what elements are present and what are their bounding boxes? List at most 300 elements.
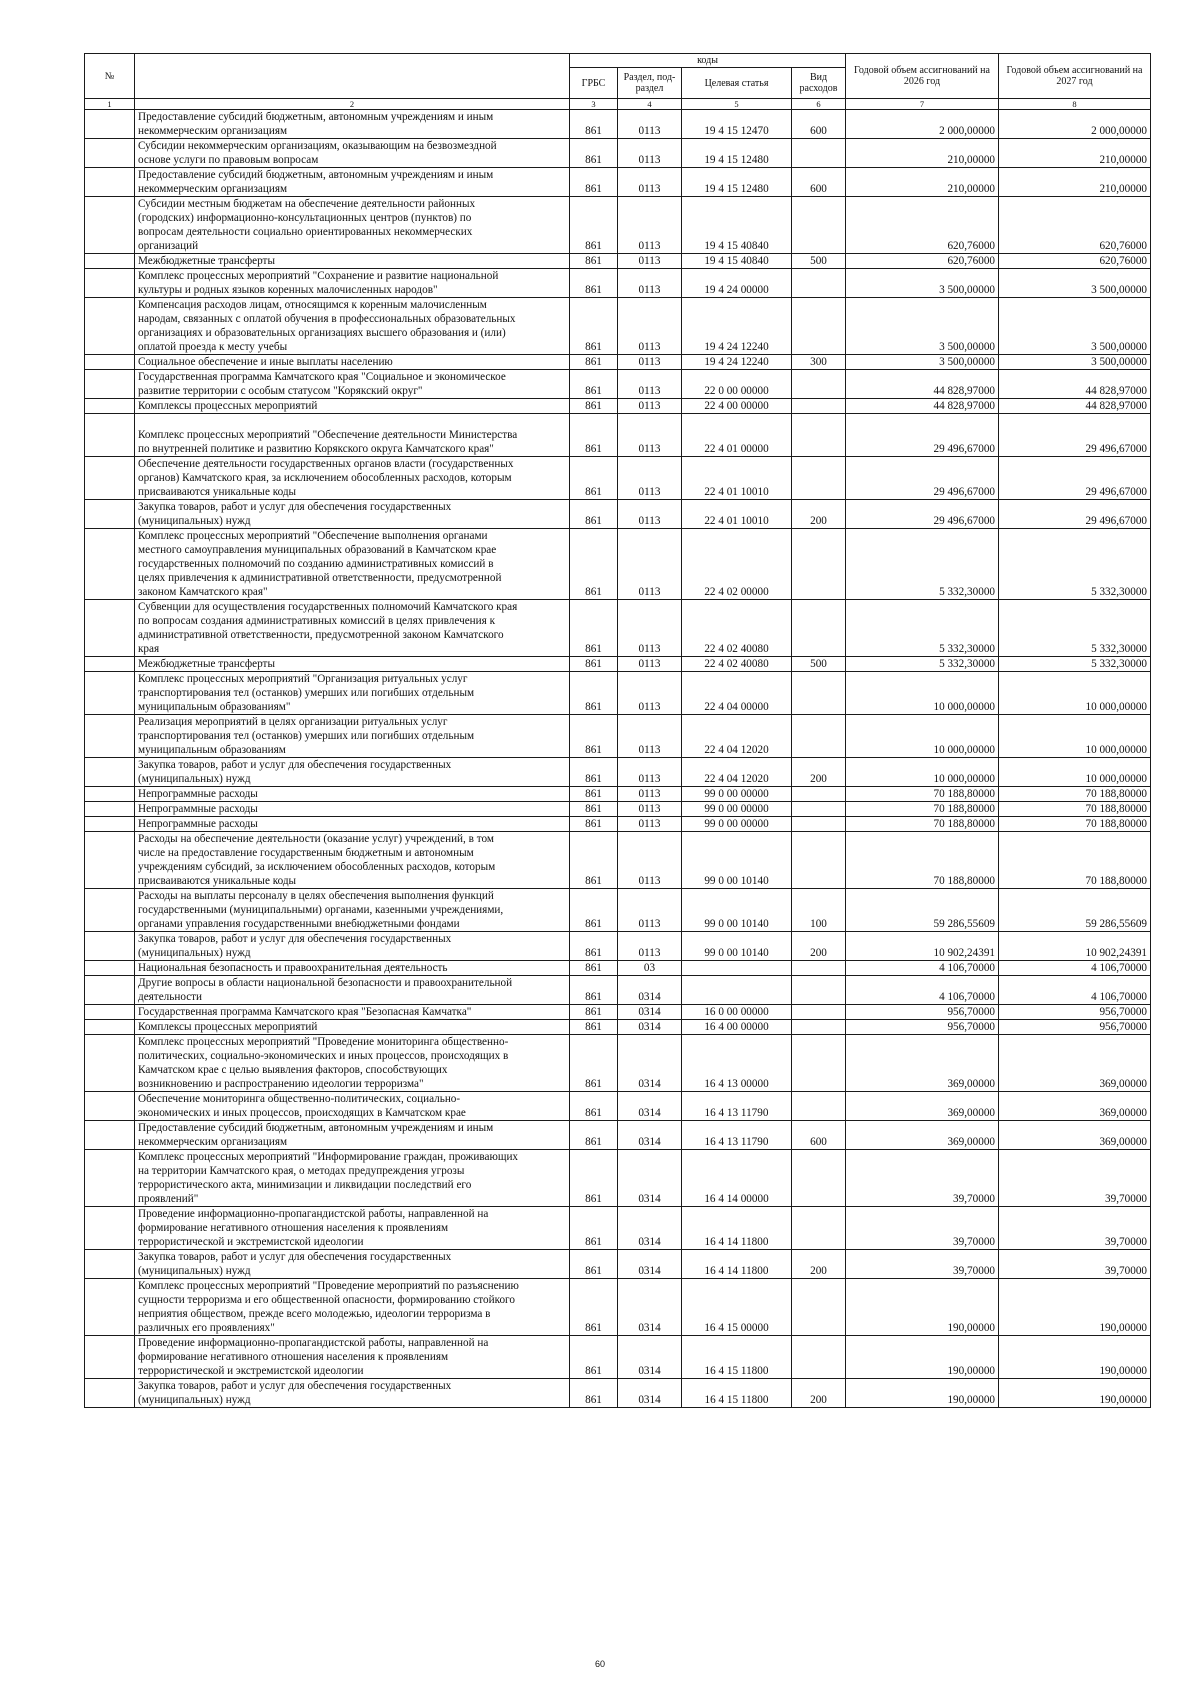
- row-name-cell: Расходы на обеспечение деятельности (оказание услуг) учреждений, в том числе на предоставление государственным бюджетным и автономным учреждениям субсидий, за исключением обособленных расходов, которым присваиваются уникальные коды: [135, 832, 570, 889]
- table-row: [85, 817, 1151, 832]
- amount-2027-cell: 5 332,30000: [999, 657, 1151, 672]
- section-cell: 0314: [618, 1121, 682, 1150]
- row-number-cell: [85, 976, 135, 1005]
- row-number-cell: [85, 889, 135, 932]
- table-row: [85, 1379, 1151, 1408]
- amount-2027-cell: 70 188,80000: [999, 817, 1151, 832]
- amount-2026-cell: 5 332,30000: [846, 657, 999, 672]
- expense-type-cell: 500: [792, 254, 846, 269]
- amount-2026-cell: 2 000,00000: [846, 110, 999, 139]
- row-name-cell: Национальная безопасность и правоохранительная деятельность: [135, 961, 570, 976]
- table-row: [85, 787, 1151, 802]
- table-row: [85, 672, 1151, 715]
- row-number-cell: [85, 1279, 135, 1336]
- target-cell: 22 0 00 00000: [682, 370, 792, 399]
- amount-2027-cell: 5 332,30000: [999, 529, 1151, 600]
- amount-2027-cell: 10 902,24391: [999, 932, 1151, 961]
- grbs-cell: 861: [570, 1020, 618, 1035]
- expense-type-cell: [792, 414, 846, 457]
- table-row: [85, 529, 1151, 600]
- amount-2027-cell: 3 500,00000: [999, 298, 1151, 355]
- table-row: [85, 1121, 1151, 1150]
- column-number: 8: [999, 99, 1151, 110]
- column-number: 1: [85, 99, 135, 110]
- target-cell: 16 4 15 11800: [682, 1379, 792, 1408]
- amount-2026-cell: 620,76000: [846, 254, 999, 269]
- section-cell: 0314: [618, 1279, 682, 1336]
- row-name-cell: Закупка товаров, работ и услуг для обеспечения государственных (муниципальных) нужд: [135, 932, 570, 961]
- grbs-cell: 861: [570, 139, 618, 168]
- page-number: 60: [594, 1659, 605, 1669]
- target-cell: 19 4 24 12240: [682, 355, 792, 370]
- table-row: [85, 110, 1151, 139]
- amount-2027-cell: 190,00000: [999, 1279, 1151, 1336]
- amount-2027-cell: 620,76000: [999, 197, 1151, 254]
- header-expense-type: Вид расходов: [792, 68, 846, 99]
- row-number-cell: [85, 1121, 135, 1150]
- expense-type-cell: 200: [792, 1379, 846, 1408]
- target-cell: 19 4 15 40840: [682, 254, 792, 269]
- row-number-cell: [85, 414, 135, 457]
- table-row: [85, 802, 1151, 817]
- table-row: [85, 1092, 1151, 1121]
- amount-2026-cell: 210,00000: [846, 139, 999, 168]
- row-number-cell: [85, 802, 135, 817]
- amount-2027-cell: 369,00000: [999, 1092, 1151, 1121]
- column-number: 3: [570, 99, 618, 110]
- table-row: [85, 370, 1151, 399]
- row-number-cell: [85, 500, 135, 529]
- row-name-cell: Обеспечение деятельности государственных органов власти (государственных органов) Камчатского края, за исключением обособленных расходов, которым присваиваются уникальные коды: [135, 457, 570, 500]
- row-number-cell: [85, 1035, 135, 1092]
- expense-type-cell: 600: [792, 1121, 846, 1150]
- amount-2027-cell: 10 000,00000: [999, 758, 1151, 787]
- amount-2026-cell: 70 188,80000: [846, 832, 999, 889]
- amount-2027-cell: 70 188,80000: [999, 802, 1151, 817]
- column-number: 7: [846, 99, 999, 110]
- table-row: [85, 500, 1151, 529]
- table-row: [85, 832, 1151, 889]
- row-name-cell: Непрограммные расходы: [135, 787, 570, 802]
- table-row: [85, 1005, 1151, 1020]
- row-name-cell: Межбюджетные трансферты: [135, 254, 570, 269]
- amount-2026-cell: 44 828,97000: [846, 399, 999, 414]
- target-cell: 16 4 00 00000: [682, 1020, 792, 1035]
- grbs-cell: 861: [570, 1121, 618, 1150]
- row-number-cell: [85, 529, 135, 600]
- amount-2027-cell: 2 000,00000: [999, 110, 1151, 139]
- target-cell: 19 4 24 00000: [682, 269, 792, 298]
- amount-2026-cell: 10 902,24391: [846, 932, 999, 961]
- section-cell: 0113: [618, 832, 682, 889]
- row-name-cell: Комплекс процессных мероприятий "Обеспечение выполнения органами местного самоуправления муниципальных образований в Камчатском крае государственных полномочий по созданию административных комиссий в целях привлечения к административной ответственности, предусмотренной законом Камчатского края": [135, 529, 570, 600]
- target-cell: [682, 961, 792, 976]
- section-cell: 0113: [618, 370, 682, 399]
- section-cell: 0113: [618, 802, 682, 817]
- target-cell: 22 4 04 12020: [682, 758, 792, 787]
- row-number-cell: [85, 399, 135, 414]
- row-name-cell: Комплекс процессных мероприятий "Проведение мероприятий по разъяснению сущности терроризма и его общественной опасности, формированию стойкого неприятия обществом, прежде всего молодежью, идеологии терроризма в различных его проявлениях": [135, 1279, 570, 1336]
- header-name: [135, 54, 570, 99]
- expense-type-cell: [792, 1005, 846, 1020]
- target-cell: 19 4 15 12470: [682, 110, 792, 139]
- table-row: [85, 399, 1151, 414]
- section-cell: 0113: [618, 168, 682, 197]
- amount-2026-cell: 3 500,00000: [846, 269, 999, 298]
- grbs-cell: 861: [570, 1035, 618, 1092]
- amount-2026-cell: 70 188,80000: [846, 802, 999, 817]
- table-row: [85, 758, 1151, 787]
- row-name-cell: Реализация мероприятий в целях организации ритуальных услуг транспортирования тел (останков) умерших или погибших отдельным муниципальным образованиям: [135, 715, 570, 758]
- row-number-cell: [85, 197, 135, 254]
- expense-type-cell: [792, 1279, 846, 1336]
- section-cell: 0113: [618, 672, 682, 715]
- table-row: [85, 1150, 1151, 1207]
- row-name-cell: Комплексы процессных мероприятий: [135, 1020, 570, 1035]
- table-row: [85, 269, 1151, 298]
- grbs-cell: 861: [570, 817, 618, 832]
- section-cell: 0113: [618, 399, 682, 414]
- target-cell: 16 4 13 00000: [682, 1035, 792, 1092]
- column-number: 6: [792, 99, 846, 110]
- grbs-cell: 861: [570, 1005, 618, 1020]
- section-cell: 0113: [618, 657, 682, 672]
- row-name-cell: Комплекс процессных мероприятий "Сохранение и развитие национальной культуры и родных языков коренных малочисленных народов": [135, 269, 570, 298]
- expense-type-cell: [792, 269, 846, 298]
- row-name-cell: Проведение информационно-пропагандистской работы, направленной на формирование негативного отношения населения к проявлениям террористической и экстремистской идеологии: [135, 1336, 570, 1379]
- row-number-cell: [85, 168, 135, 197]
- budget-table: [84, 53, 1151, 1408]
- target-cell: 19 4 15 40840: [682, 197, 792, 254]
- column-number: 5: [682, 99, 792, 110]
- amount-2027-cell: 39,70000: [999, 1250, 1151, 1279]
- expense-type-cell: [792, 197, 846, 254]
- target-cell: 16 4 15 11800: [682, 1336, 792, 1379]
- row-name-cell: Предоставление субсидий бюджетным, автономным учреждениям и иным некоммерческим организациям: [135, 168, 570, 197]
- expense-type-cell: 300: [792, 355, 846, 370]
- expense-type-cell: [792, 1150, 846, 1207]
- row-number-cell: [85, 1005, 135, 1020]
- grbs-cell: 861: [570, 832, 618, 889]
- amount-2027-cell: 5 332,30000: [999, 600, 1151, 657]
- grbs-cell: 861: [570, 802, 618, 817]
- section-cell: 0113: [618, 500, 682, 529]
- target-cell: 19 4 15 12480: [682, 139, 792, 168]
- expense-type-cell: [792, 399, 846, 414]
- grbs-cell: 861: [570, 500, 618, 529]
- amount-2026-cell: 70 188,80000: [846, 787, 999, 802]
- section-cell: 0113: [618, 715, 682, 758]
- expense-type-cell: [792, 457, 846, 500]
- amount-2027-cell: 210,00000: [999, 168, 1151, 197]
- row-name-cell: Государственная программа Камчатского края "Социальное и экономическое развитие территории с особым статусом "Корякский округ": [135, 370, 570, 399]
- amount-2026-cell: 369,00000: [846, 1092, 999, 1121]
- expense-type-cell: [792, 529, 846, 600]
- header-codes: коды: [570, 54, 846, 68]
- row-number-cell: [85, 787, 135, 802]
- section-cell: 0113: [618, 269, 682, 298]
- target-cell: 16 0 00 00000: [682, 1005, 792, 1020]
- amount-2027-cell: 4 106,70000: [999, 976, 1151, 1005]
- table-row: [85, 961, 1151, 976]
- expense-type-cell: [792, 1336, 846, 1379]
- amount-2026-cell: 369,00000: [846, 1121, 999, 1150]
- expense-type-cell: 200: [792, 500, 846, 529]
- amount-2027-cell: 39,70000: [999, 1150, 1151, 1207]
- table-row: [85, 298, 1151, 355]
- row-number-cell: [85, 370, 135, 399]
- table-row: [85, 1250, 1151, 1279]
- expense-type-cell: 200: [792, 932, 846, 961]
- row-name-cell: Непрограммные расходы: [135, 802, 570, 817]
- grbs-cell: 861: [570, 657, 618, 672]
- amount-2027-cell: 620,76000: [999, 254, 1151, 269]
- grbs-cell: 861: [570, 414, 618, 457]
- row-number-cell: [85, 1150, 135, 1207]
- amount-2026-cell: 956,70000: [846, 1020, 999, 1035]
- amount-2027-cell: 10 000,00000: [999, 672, 1151, 715]
- section-cell: 0314: [618, 1207, 682, 1250]
- row-name-cell: Проведение информационно-пропагандистской работы, направленной на формирование негативного отношения населения к проявлениям террористической и экстремистской идеологии: [135, 1207, 570, 1250]
- section-cell: 0314: [618, 1020, 682, 1035]
- row-number-cell: [85, 1207, 135, 1250]
- row-number-cell: [85, 254, 135, 269]
- amount-2027-cell: 39,70000: [999, 1207, 1151, 1250]
- amount-2027-cell: 956,70000: [999, 1005, 1151, 1020]
- grbs-cell: 861: [570, 168, 618, 197]
- table-row: [85, 254, 1151, 269]
- grbs-cell: 861: [570, 254, 618, 269]
- amount-2026-cell: 29 496,67000: [846, 500, 999, 529]
- amount-2026-cell: 190,00000: [846, 1379, 999, 1408]
- row-name-cell: Субсидии местным бюджетам на обеспечение деятельности районных (городских) информационно-консультационных центров (пунктов) по вопросам деятельности социально ориентированных некоммерческих организаций: [135, 197, 570, 254]
- amount-2026-cell: 5 332,30000: [846, 600, 999, 657]
- table-row: [85, 197, 1151, 254]
- expense-type-cell: [792, 600, 846, 657]
- grbs-cell: 861: [570, 399, 618, 414]
- row-name-cell: Государственная программа Камчатского края "Безопасная Камчатка": [135, 1005, 570, 1020]
- section-cell: 0113: [618, 889, 682, 932]
- table-row: [85, 657, 1151, 672]
- target-cell: 16 4 14 11800: [682, 1250, 792, 1279]
- row-number-cell: [85, 817, 135, 832]
- grbs-cell: 861: [570, 787, 618, 802]
- table-row: [85, 139, 1151, 168]
- amount-2027-cell: 70 188,80000: [999, 787, 1151, 802]
- row-name-cell: Закупка товаров, работ и услуг для обеспечения государственных (муниципальных) нужд: [135, 500, 570, 529]
- amount-2026-cell: 39,70000: [846, 1150, 999, 1207]
- section-cell: 0113: [618, 758, 682, 787]
- header-year-2027: Годовой объем ассигнований на 2027 год: [999, 54, 1151, 99]
- grbs-cell: 861: [570, 1379, 618, 1408]
- amount-2027-cell: 4 106,70000: [999, 961, 1151, 976]
- row-name-cell: Комплекс процессных мероприятий "Проведение мониторинга общественно- политических, социально-экономических и иных процессов, происходящих в Камчатском крае с целью выявления факторов, способствующих возникновению и распространению идеологии терроризма": [135, 1035, 570, 1092]
- section-cell: 0314: [618, 1250, 682, 1279]
- amount-2026-cell: 39,70000: [846, 1207, 999, 1250]
- header-year-2026: Годовой объем ассигнований на 2026 год: [846, 54, 999, 99]
- section-cell: 0113: [618, 355, 682, 370]
- expense-type-cell: [792, 832, 846, 889]
- row-number-cell: [85, 1020, 135, 1035]
- grbs-cell: 861: [570, 269, 618, 298]
- expense-type-cell: 600: [792, 110, 846, 139]
- table-row: [85, 932, 1151, 961]
- column-number: 2: [135, 99, 570, 110]
- target-cell: 99 0 00 10140: [682, 889, 792, 932]
- table-row: [85, 976, 1151, 1005]
- target-cell: 99 0 00 00000: [682, 787, 792, 802]
- row-name-cell: Социальное обеспечение и иные выплаты населению: [135, 355, 570, 370]
- row-number-cell: [85, 832, 135, 889]
- row-name-cell: Субвенции для осуществления государственных полномочий Камчатского края по вопросам создания административных комиссий в целях привлечения к административной ответственности, предусмотренной законом Камчатского края: [135, 600, 570, 657]
- table-row: [85, 1279, 1151, 1336]
- amount-2027-cell: 956,70000: [999, 1020, 1151, 1035]
- table-row: [85, 1035, 1151, 1092]
- target-cell: 16 4 14 11800: [682, 1207, 792, 1250]
- expense-type-cell: [792, 1035, 846, 1092]
- row-name-cell: Закупка товаров, работ и услуг для обеспечения государственных (муниципальных) нужд: [135, 1379, 570, 1408]
- target-cell: 22 4 04 00000: [682, 672, 792, 715]
- header-target: Целевая статья: [682, 68, 792, 99]
- section-cell: 0113: [618, 457, 682, 500]
- row-name-cell: Расходы на выплаты персоналу в целях обеспечения выполнения функций государственными (муниципальными) органами, казенными учреждениями, органами управления государственными внебюджетными фондами: [135, 889, 570, 932]
- amount-2027-cell: 369,00000: [999, 1035, 1151, 1092]
- expense-type-cell: [792, 370, 846, 399]
- amount-2027-cell: 70 188,80000: [999, 832, 1151, 889]
- section-cell: 0314: [618, 1005, 682, 1020]
- table-row: [85, 600, 1151, 657]
- section-cell: 0113: [618, 414, 682, 457]
- grbs-cell: 861: [570, 961, 618, 976]
- row-number-cell: [85, 657, 135, 672]
- amount-2026-cell: 190,00000: [846, 1336, 999, 1379]
- target-cell: 22 4 01 10010: [682, 457, 792, 500]
- row-name-cell: Предоставление субсидий бюджетным, автономным учреждениям и иным некоммерческим организациям: [135, 1121, 570, 1150]
- section-cell: 0113: [618, 254, 682, 269]
- section-cell: 0314: [618, 1336, 682, 1379]
- amount-2027-cell: 3 500,00000: [999, 355, 1151, 370]
- expense-type-cell: [792, 1020, 846, 1035]
- grbs-cell: 861: [570, 976, 618, 1005]
- row-name-cell: Закупка товаров, работ и услуг для обеспечения государственных (муниципальных) нужд: [135, 1250, 570, 1279]
- amount-2027-cell: 29 496,67000: [999, 500, 1151, 529]
- amount-2026-cell: 44 828,97000: [846, 370, 999, 399]
- amount-2027-cell: 44 828,97000: [999, 399, 1151, 414]
- target-cell: 22 4 01 10010: [682, 500, 792, 529]
- header-section: Раздел, под-раздел: [618, 68, 682, 99]
- expense-type-cell: [792, 787, 846, 802]
- table-row: [85, 414, 1151, 457]
- amount-2026-cell: 620,76000: [846, 197, 999, 254]
- expense-type-cell: [792, 715, 846, 758]
- expense-type-cell: [792, 672, 846, 715]
- target-cell: 99 0 00 10140: [682, 832, 792, 889]
- expense-type-cell: [792, 961, 846, 976]
- amount-2026-cell: 70 188,80000: [846, 817, 999, 832]
- target-cell: 19 4 24 12240: [682, 298, 792, 355]
- amount-2026-cell: 29 496,67000: [846, 457, 999, 500]
- grbs-cell: 861: [570, 370, 618, 399]
- section-cell: 0314: [618, 1150, 682, 1207]
- row-name-cell: Другие вопросы в области национальной безопасности и правоохранительной деятельности: [135, 976, 570, 1005]
- section-cell: 0113: [618, 298, 682, 355]
- section-cell: 0113: [618, 110, 682, 139]
- target-cell: 99 0 00 10140: [682, 932, 792, 961]
- table-row: [85, 715, 1151, 758]
- amount-2027-cell: 10 000,00000: [999, 715, 1151, 758]
- amount-2027-cell: 190,00000: [999, 1379, 1151, 1408]
- expense-type-cell: [792, 139, 846, 168]
- section-cell: 03: [618, 961, 682, 976]
- amount-2027-cell: 59 286,55609: [999, 889, 1151, 932]
- grbs-cell: 861: [570, 715, 618, 758]
- expense-type-cell: [792, 1207, 846, 1250]
- grbs-cell: 861: [570, 529, 618, 600]
- grbs-cell: 861: [570, 1336, 618, 1379]
- section-cell: 0113: [618, 139, 682, 168]
- target-cell: 22 4 02 00000: [682, 529, 792, 600]
- section-cell: 0113: [618, 932, 682, 961]
- grbs-cell: 861: [570, 110, 618, 139]
- amount-2026-cell: 59 286,55609: [846, 889, 999, 932]
- row-name-cell: Предоставление субсидий бюджетным, автономным учреждениям и иным некоммерческим организациям: [135, 110, 570, 139]
- row-number-cell: [85, 457, 135, 500]
- table-row: [85, 1336, 1151, 1379]
- table-row: [85, 355, 1151, 370]
- amount-2026-cell: 29 496,67000: [846, 414, 999, 457]
- grbs-cell: 861: [570, 889, 618, 932]
- table-body: [85, 110, 1151, 1408]
- amount-2026-cell: 5 332,30000: [846, 529, 999, 600]
- row-number-cell: [85, 298, 135, 355]
- grbs-cell: 861: [570, 672, 618, 715]
- expense-type-cell: 100: [792, 889, 846, 932]
- row-number-cell: [85, 961, 135, 976]
- row-number-cell: [85, 1379, 135, 1408]
- row-number-cell: [85, 139, 135, 168]
- row-number-cell: [85, 600, 135, 657]
- row-name-cell: Комплексы процессных мероприятий: [135, 399, 570, 414]
- amount-2026-cell: 3 500,00000: [846, 298, 999, 355]
- amount-2026-cell: 210,00000: [846, 168, 999, 197]
- section-cell: 0113: [618, 787, 682, 802]
- row-name-cell: Межбюджетные трансферты: [135, 657, 570, 672]
- amount-2026-cell: 956,70000: [846, 1005, 999, 1020]
- table-row: [85, 168, 1151, 197]
- row-number-cell: [85, 932, 135, 961]
- table-row: [85, 889, 1151, 932]
- amount-2026-cell: 3 500,00000: [846, 355, 999, 370]
- row-number-cell: [85, 1336, 135, 1379]
- amount-2027-cell: 29 496,67000: [999, 414, 1151, 457]
- row-name-cell: Комплекс процессных мероприятий "Организация ритуальных услуг транспортирования тел (останков) умерших или погибших отдельным муниципальным образованиям": [135, 672, 570, 715]
- section-cell: 0113: [618, 529, 682, 600]
- target-cell: 99 0 00 00000: [682, 817, 792, 832]
- target-cell: 99 0 00 00000: [682, 802, 792, 817]
- amount-2026-cell: 10 000,00000: [846, 672, 999, 715]
- target-cell: [682, 976, 792, 1005]
- target-cell: 22 4 04 12020: [682, 715, 792, 758]
- amount-2026-cell: 190,00000: [846, 1279, 999, 1336]
- section-cell: 0113: [618, 600, 682, 657]
- row-name-cell: Обеспечение мониторинга общественно-политических, социально- экономических и иных процессов, происходящих в Камчатском крае: [135, 1092, 570, 1121]
- row-number-cell: [85, 110, 135, 139]
- section-cell: 0113: [618, 817, 682, 832]
- target-cell: 22 4 02 40080: [682, 657, 792, 672]
- expense-type-cell: [792, 802, 846, 817]
- grbs-cell: 861: [570, 758, 618, 787]
- amount-2027-cell: 3 500,00000: [999, 269, 1151, 298]
